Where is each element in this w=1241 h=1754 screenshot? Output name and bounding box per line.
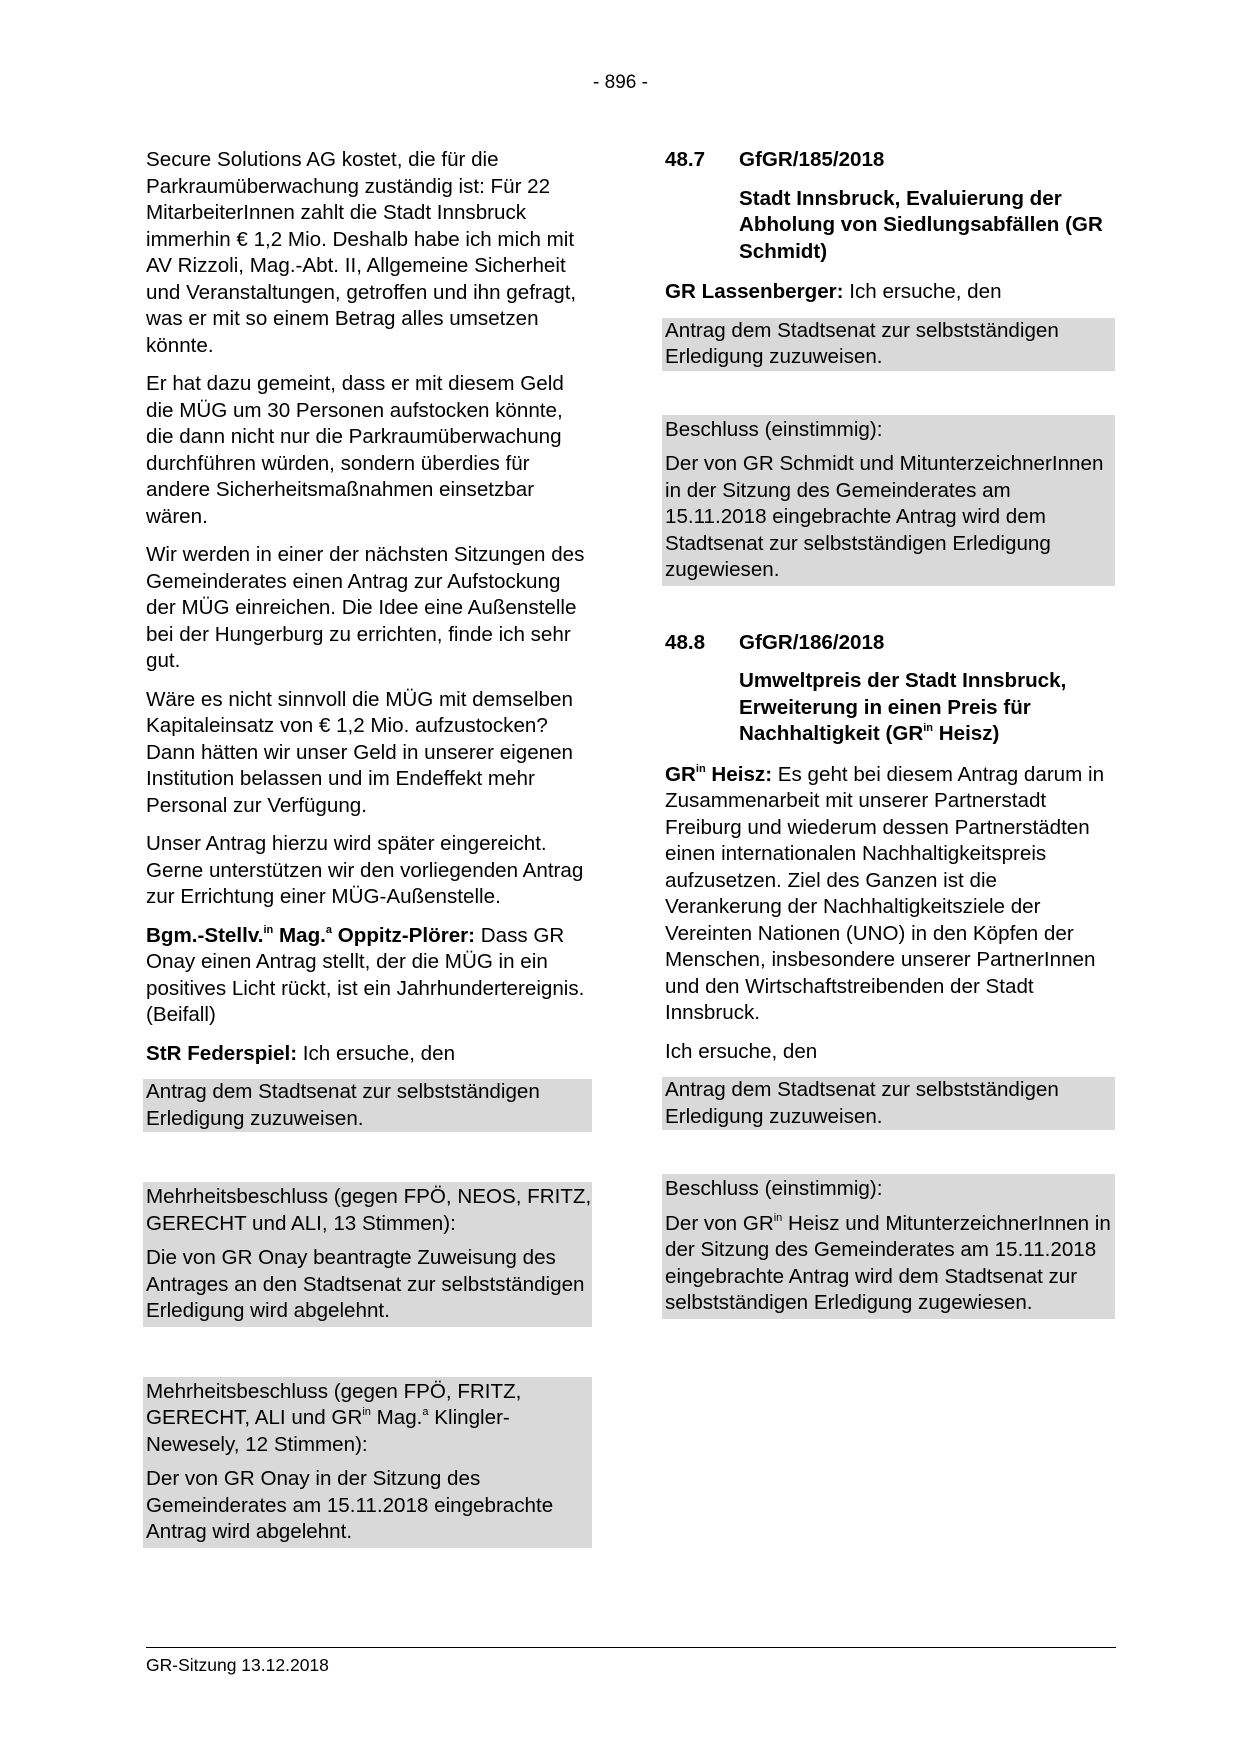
decision-title: Mehrheitsbeschluss (gegen FPÖ, FRITZ, GERECHT, ALI und $GR^{in}$ Mag.$^a$ Klingler-Newesely, 12 Stimmen):	[146, 1379, 522, 1456]
speaker-statement: GR Lassenberger: Ich ersuche, den	[665, 280, 1002, 303]
paragraph: Wäre es nicht sinnvoll die MÜG mit demselben Kapitaleinsatz von € 1,2 Mio. aufzustocken? Dann hätten wir unser Geld in unserer eigenen Institution belassen und im Endeffekt mehr Personal zur Verfügung.	[146, 687, 574, 817]
speaker-name: StR Federspiel:	[146, 1041, 298, 1065]
item-code: GfGR/185/2018	[739, 148, 885, 171]
decision-text: Der von GR Schmidt und MitunterzeichnerInnen in der Sitzung des Gemeinderates am 15.11.2018 eingebrachte Antrag wird dem Stadtsenat zur selbstständigen Erledigung zugewiesen.	[665, 452, 1104, 581]
decision-box	[662, 1174, 1115, 1319]
motion-box: Antrag dem Stadtsenat zur selbstständigen Erledigung zuzuweisen.	[662, 318, 1115, 371]
right-column	[665, 147, 1115, 1319]
item-code: GfGR/186/2018	[739, 630, 885, 654]
motion-box: Antrag dem Stadtsenat zur selbstständigen Erledigung zuzuweisen.	[143, 1079, 592, 1132]
paragraph: Secure Solutions AG kostet, die für die Parkraumüberwachung zuständig ist: Für 22 MitarbeiterInnen zahlt die Stadt Innsbruck immerhin € 1,2 Mio. Deshalb habe ich mich mit AV Rizzoli, Mag.-Abt. II, Allgemeine Sicherheit und Veranstaltungen, getroffen und ihn gefragt, was er mit so einem Betrag alles umsetzen könnte.	[146, 148, 577, 357]
paragraph: Ich ersuche, den	[665, 1039, 818, 1063]
speaker-statement: $GR^{in}$ Heisz: Es geht bei diesem Antrag darum in Zusammenarbeit mit unserer Partnerstadt Freiburg und wiederum dessen Partnerstädten einen internationalen Nachhaltigkeitspreis aufzusetzen. Ziel des Ganzen ist die Verankerung der Nachhaltigkeitsziele der Vereinten Nationen (UNO) in den Köpfen der Menschen, insbesondere unserer PartnerInnen und den Wirtschaftstreibenden der Stadt Innsbruck.	[665, 762, 1105, 1024]
paragraph: Wir werden in einer der nächsten Sitzungen des Gemeinderates einen Antrag zur Aufstockung der MÜG einreichen. Die Idee eine Außenstelle bei der Hungerburg zu errichten, finde ich sehr gut.	[146, 543, 585, 672]
decision-box	[143, 1377, 592, 1548]
footer-text: GR-Sitzung 13.12.2018	[146, 1655, 329, 1675]
paragraph: Er hat dazu gemeint, dass er mit diesem Geld die MÜG um 30 Personen aufstocken könnte, die dann nicht nur die Parkraumüberwachung durchführen würden, sondern überdies für andere Sicherheitsmaßnahmen einsetzbar wären.	[146, 372, 564, 528]
agenda-item-header	[665, 630, 1115, 657]
speaker-name: $GR^{in}$ Heisz:	[665, 762, 773, 786]
decision-box	[143, 1182, 592, 1327]
speaker-statement: StR Federspiel: Ich ersuche, den	[146, 1041, 456, 1065]
item-number: 48.8	[665, 630, 706, 654]
decision-title: Beschluss (einstimmig):	[665, 417, 883, 441]
left-column	[146, 147, 592, 1548]
decision-title: Mehrheitsbeschluss (gegen FPÖ, NEOS, FRITZ, GERECHT und ALI, 13 Stimmen):	[146, 1185, 592, 1235]
decision-box	[662, 415, 1115, 586]
decision-title: Beschluss (einstimmig):	[665, 1177, 883, 1200]
item-title: Stadt Innsbruck, Evaluierung der Abholung von Siedlungsabfällen (GR Schmidt)	[739, 186, 1103, 263]
item-number: 48.7	[665, 148, 706, 171]
paragraph: Unser Antrag hierzu wird später eingereicht. Gerne unterstützen wir den vorliegenden Antrag zur Errichtung einer MÜG-Außenstelle.	[146, 832, 584, 908]
agenda-item-header	[665, 147, 1115, 174]
motion-box: Antrag dem Stadtsenat zur selbstständigen Erledigung zuzuweisen.	[662, 1077, 1115, 1130]
footer-divider	[146, 1647, 1116, 1648]
decision-text: Der von GR Onay in der Sitzung des Gemeinderates am 15.11.2018 eingebrachte Antrag wird abgelehnt.	[146, 1467, 554, 1543]
decision-text: Der von $GR^{in}$ Heisz und MitunterzeichnerInnen in der Sitzung des Gemeinderates am 15.11.2018 eingebrachte Antrag wird dem Stadtsenat zur selbstständigen Erledigung zugewiesen.	[665, 1211, 1111, 1314]
item-title: Umweltpreis der Stadt Innsbruck, Erweiterung in einen Preis für Nachhaltigkeit ($GR^{in}$ Heisz)	[739, 669, 1067, 745]
speaker-statement: Bgm.-Stellv.$^{in}$ Mag.$^a$ Oppitz-Plörer: Dass GR Onay einen Antrag stellt, der die MÜG in ein positives Licht rückt, ist ein Jahrhundertereignis. (Beifall)	[146, 923, 585, 1026]
speaker-name: GR Lassenberger:	[665, 280, 844, 303]
decision-text: Die von GR Onay beantragte Zuweisung des Antrages an den Stadtsenat zur selbstständigen Erledigung wird abgelehnt.	[146, 1246, 585, 1322]
page-number: - 896 -	[593, 72, 648, 93]
speaker-name: Bgm.-Stellv.$^{in}$ Mag.$^a$ Oppitz-Plörer:	[146, 923, 476, 947]
